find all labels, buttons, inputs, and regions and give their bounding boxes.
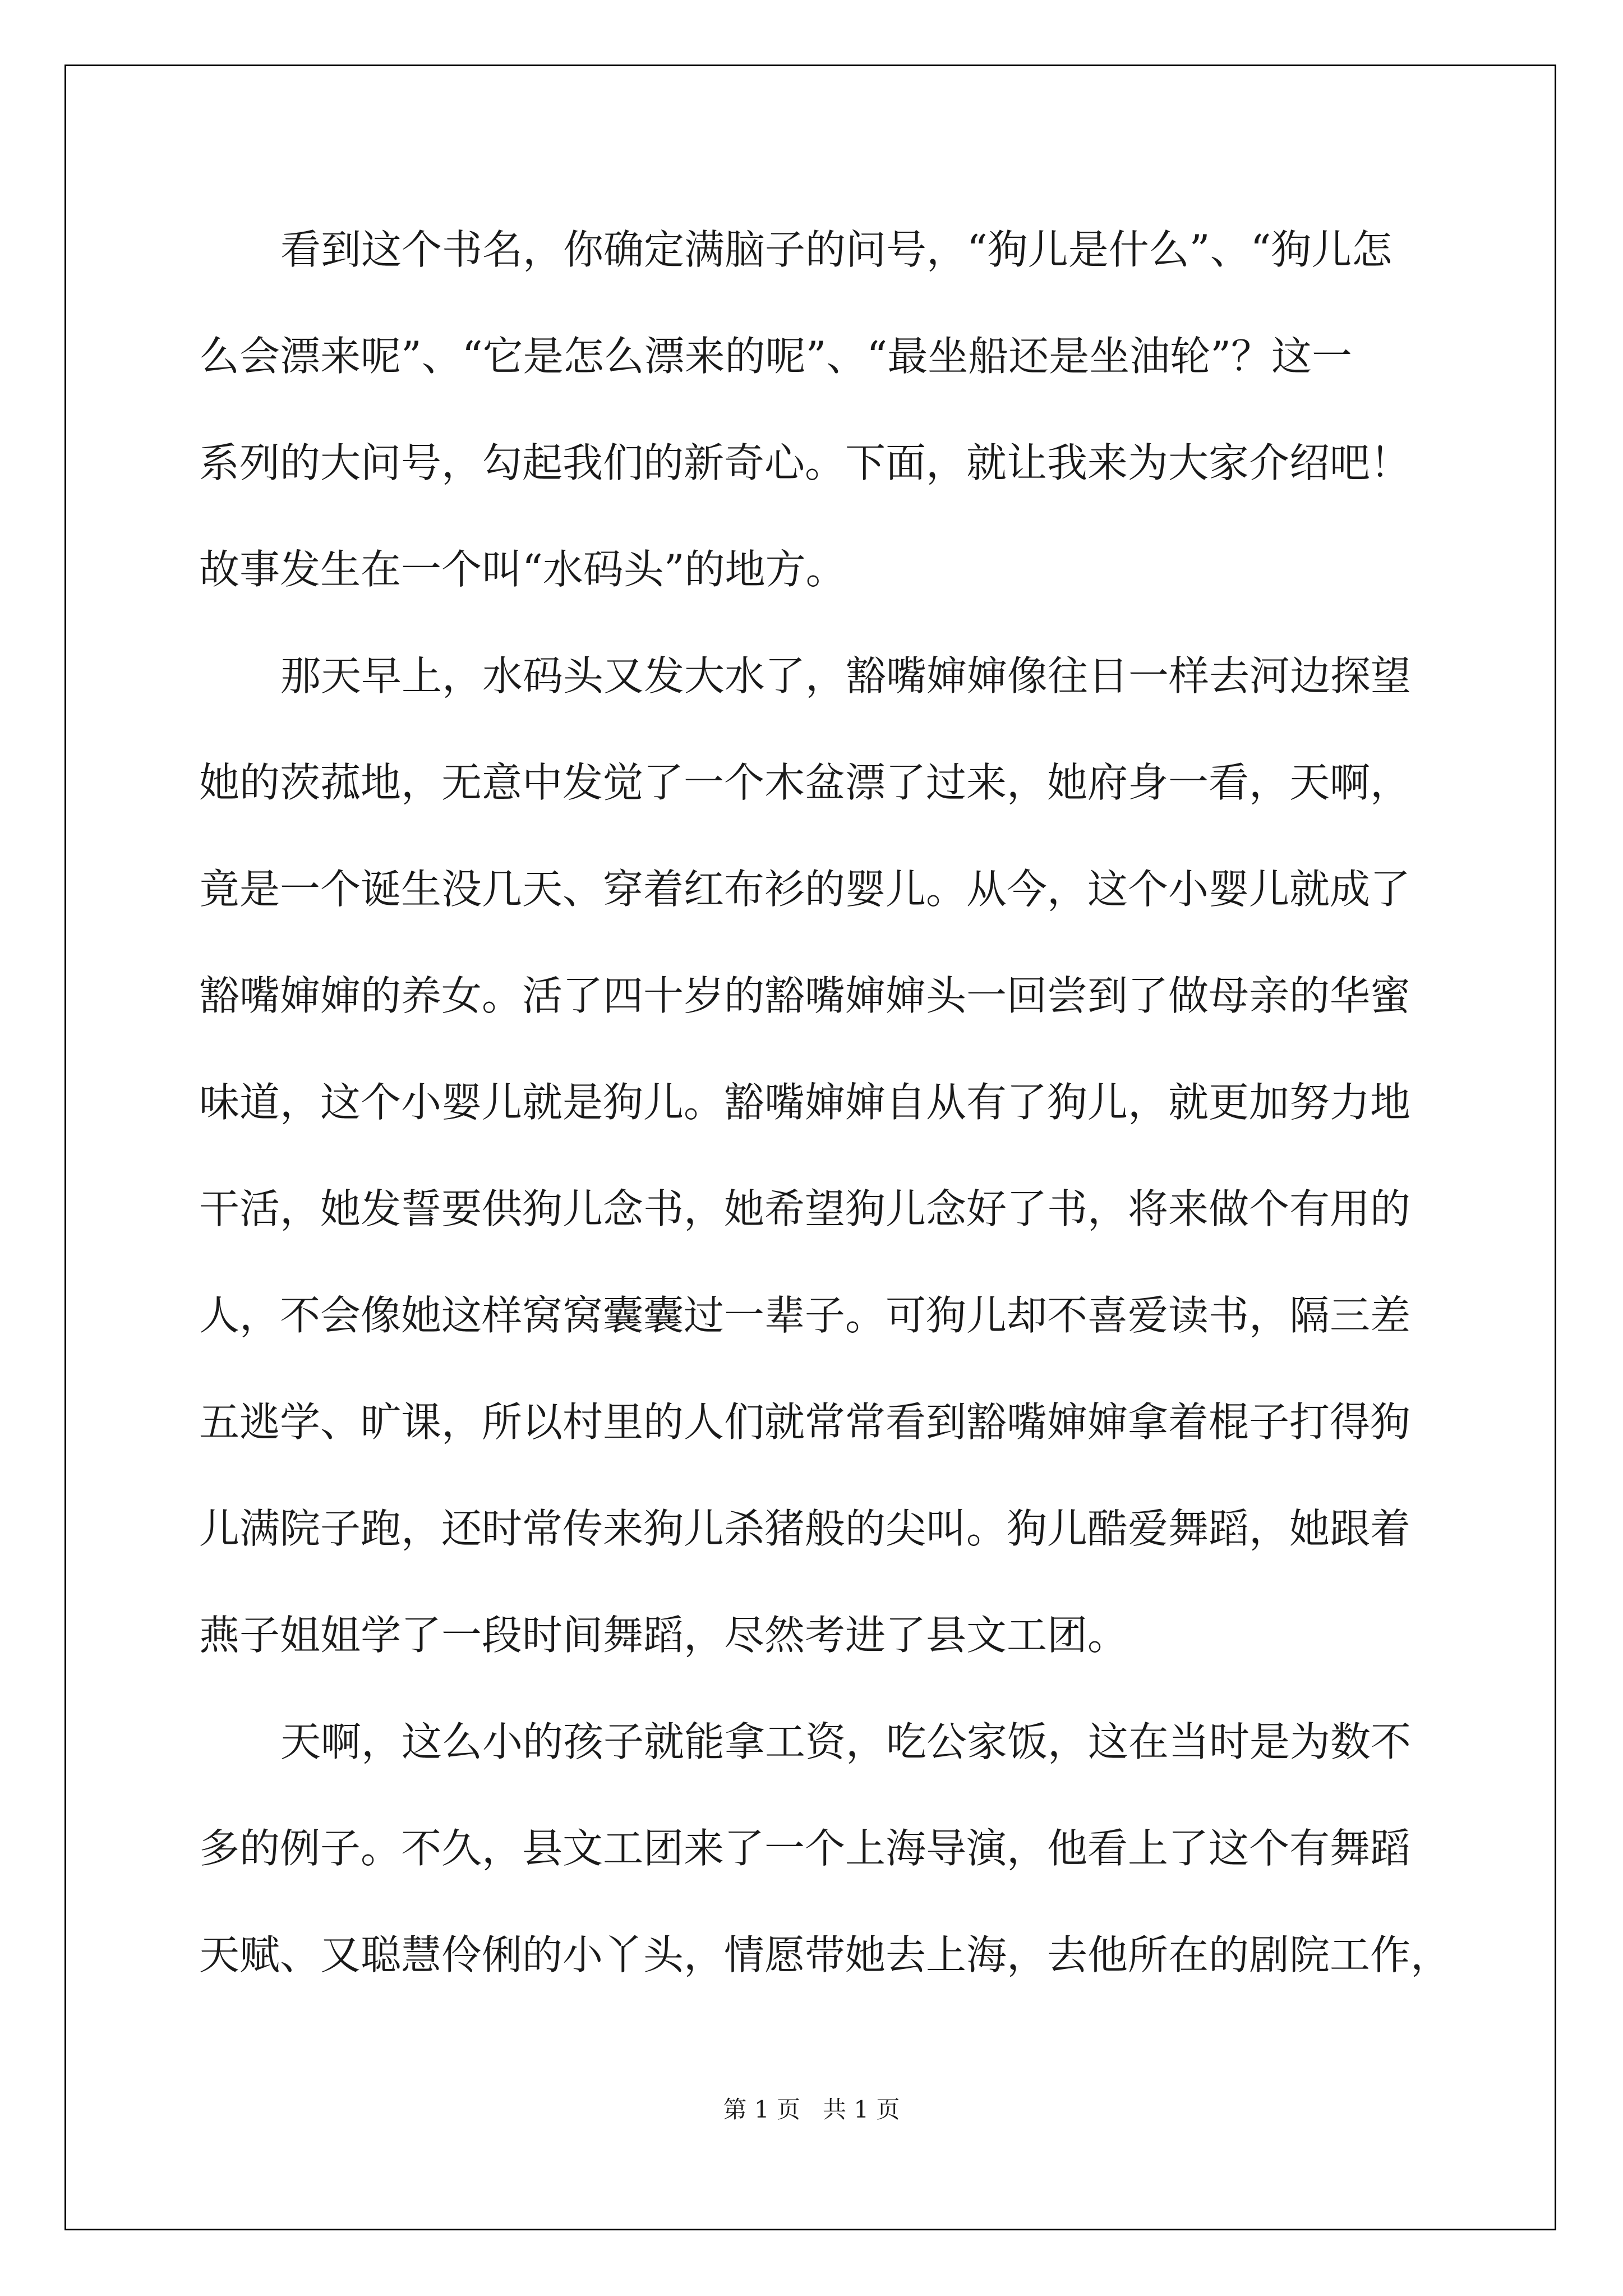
text-line: 看到这个书名，你确定满脑子的问号，“狗儿是什么”、“狗儿怎 — [280, 226, 1393, 273]
text-line: 味道，这个小婴儿就是狗儿。豁嘴婶婶自从有了狗儿，就更加努力地 — [199, 1079, 1411, 1126]
text-line: 燕子姐姐学了一段时间舞蹈，尽然考进了县文工团。 — [199, 1612, 1128, 1659]
text-line: 天啊，这么小的孩子就能拿工资，吃公家饭，这在当时是为数不 — [280, 1718, 1412, 1765]
text-line: 竟是一个诞生没几天、穿着红布衫的婴儿。从今，这个小婴儿就成了 — [199, 866, 1411, 913]
text-line: 那天早上，水码头又发大水了，豁嘴婶婶像往日一样去河边探望 — [280, 652, 1412, 700]
text-line: 儿满院子跑，还时常传来狗儿杀猪般的尖叫。狗儿酷爱舞蹈，她跟着 — [199, 1505, 1411, 1552]
text-line: 多的例子。不久，县文工团来了一个上海导演，他看上了这个有舞蹈 — [199, 1825, 1411, 1872]
text-line: 豁嘴婶婶的养女。活了四十岁的豁嘴婶婶头一回尝到了做母亲的华蜜 — [199, 972, 1411, 1019]
document-body — [199, 216, 1451, 2028]
text-line: 么会漂来呢”、“它是怎么漂来的呢”、“最坐船还是坐油轮”？这一 — [199, 333, 1353, 380]
text-line: 故事发生在一个叫“水码头”的地方。 — [199, 546, 846, 593]
text-line: 天赋、又聪慧伶俐的小丫头，情愿带她去上海，去他所在的剧院工作， — [199, 1931, 1451, 1978]
text-line: 她的茨菰地，无意中发觉了一个木盆漂了过来，她府身一看，天啊， — [199, 759, 1411, 806]
text-line: 人，不会像她这样窝窝囊囊过一辈子。可狗儿却不喜爱读书，隔三差 — [199, 1292, 1411, 1339]
page-footer: 第 1 页 共 1 页 — [723, 2096, 900, 2123]
text-line: 系列的大问号，勾起我们的新奇心。下面，就让我来为大家介绍吧！ — [199, 439, 1411, 486]
text-line: 干活，她发誓要供狗儿念书，她希望狗儿念好了书，将来做个有用的 — [199, 1185, 1411, 1232]
text-line: 五逃学、旷课，所以村里的人们就常常看到豁嘴婶婶拿着棍子打得狗 — [199, 1398, 1411, 1446]
